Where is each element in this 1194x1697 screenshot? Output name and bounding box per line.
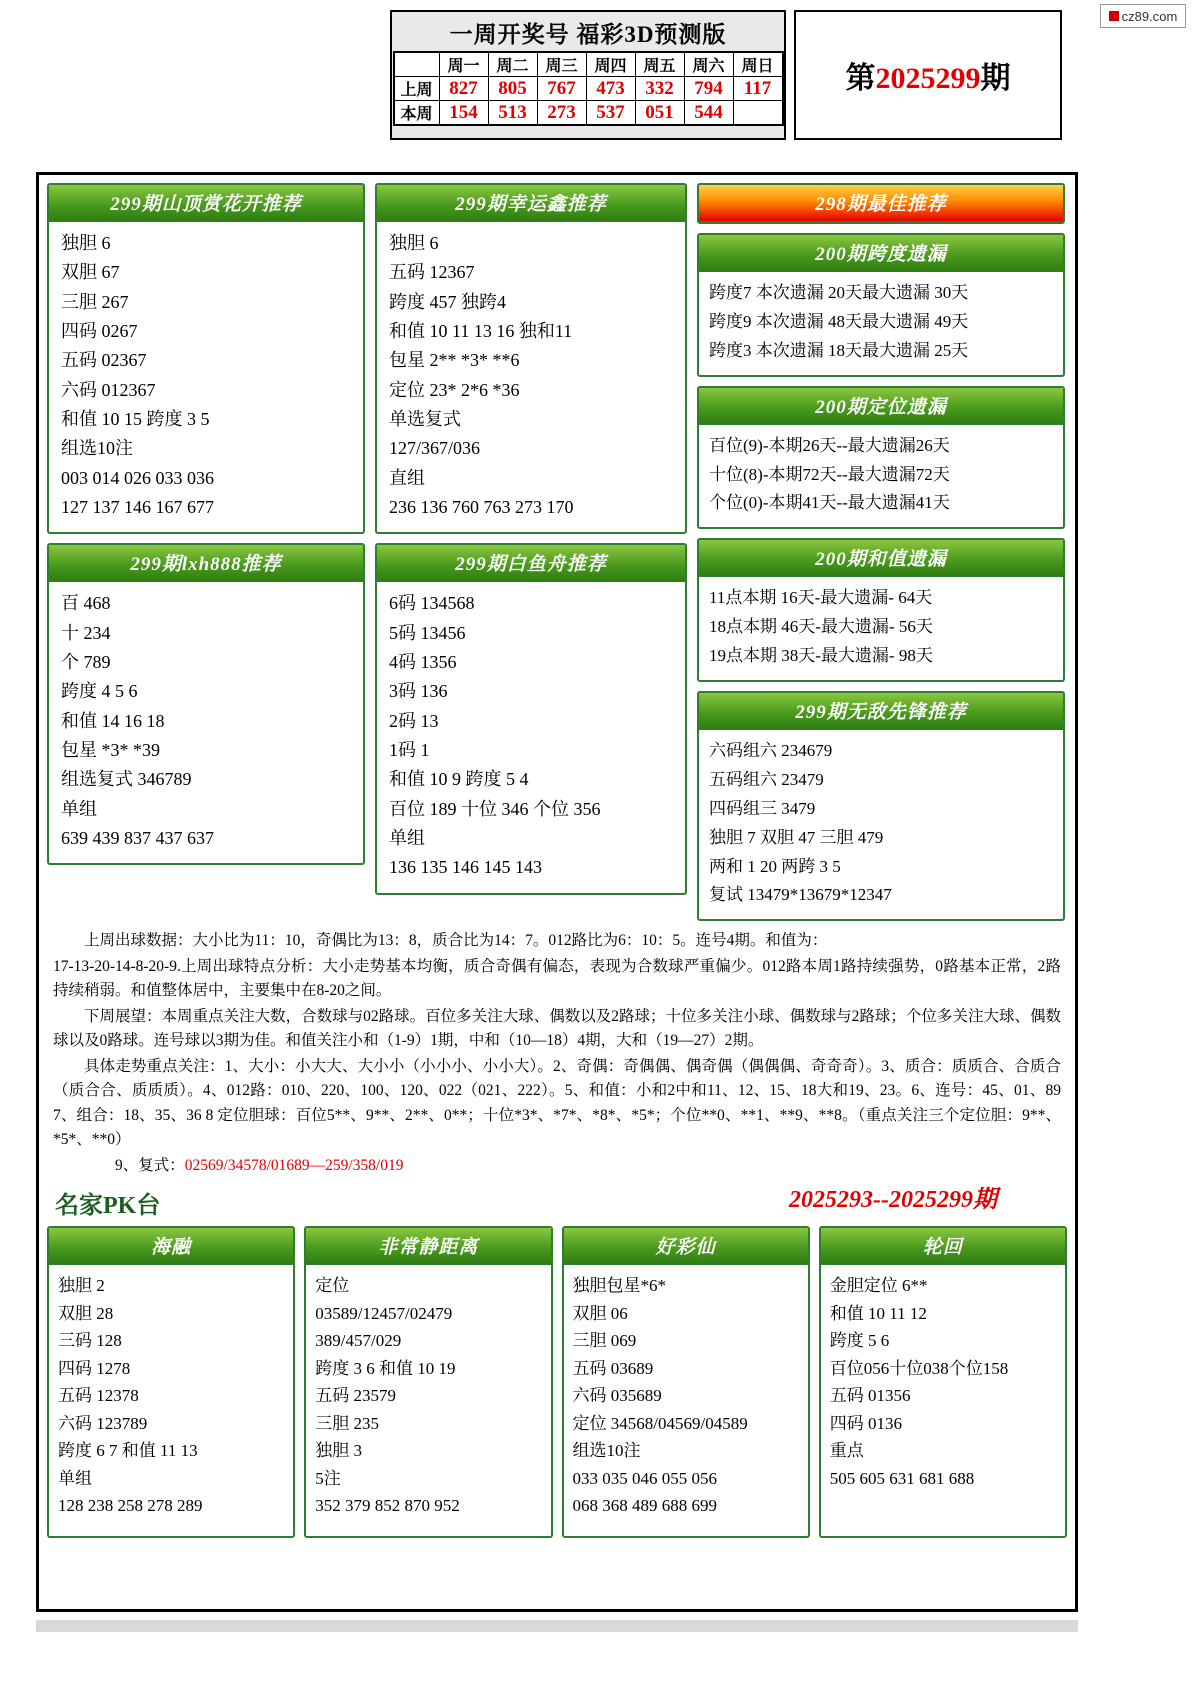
list-item: 三码 128 [58,1331,122,1351]
list-item: 金胆定位 6** [829,1276,928,1296]
weekday-wed: 周三 [537,52,586,77]
panel-lxh888-title: 299期lxh888推荐 [49,545,363,582]
list-item: 组选10注 [572,1441,641,1461]
table-row [394,101,783,126]
analysis-paragraph: 具体走势重点关注：1、大小：小大大、大小小（小小小、小小大）。2、奇偶：奇偶偶、偶奇偶（偶偶偶、奇奇奇）。3、质合：质质合、合质合（质合合、质质质）。4、012路：010、220、100、120、022（021、222）。5、和值：小和2中和11、12、15、18大和19、23。6、连号：45、01、89 7、组合：18、35、36 8 定位胆球：百位5**、9**、2**、0**；十位*3*、*7*、*8*、*5*；个位**0、**1、**9、**8。（重点关注三个定位胆：9**、*5*、**0） [53,1057,1061,1149]
list-item: 双胆 28 [58,1303,114,1323]
list-item: 个 789 [61,651,111,672]
list-item: 个位(0)-本期41天--最大遗漏41天 [709,493,950,513]
row-label-lastweek: 上周 [394,77,440,101]
list-item: 352 379 852 870 952 [315,1496,460,1516]
panel-hezhi-yilou-title: 200期和值遗漏 [699,540,1063,577]
panel-dingwei-yilou-body [699,425,1063,528]
list-item: 五码 03689 [572,1358,654,1378]
list-item: 百位 189 十位 346 个位 356 [389,798,601,819]
list-item: 独胆 2 [58,1276,105,1296]
top-header [0,0,1194,148]
list-item: 639 439 837 437 637 [61,827,214,848]
bottom-divider [36,1620,1078,1632]
column-right [697,183,1065,921]
list-item: 18点本期 46天-最大遗漏- 56天 [709,617,933,637]
list-item: 六码 123789 [58,1413,148,1433]
list-item: 和值 10 15 跨度 3 5 [61,408,210,429]
panel-kuadu-yilou-body [699,272,1063,375]
list-item: 128 238 258 278 289 [58,1496,203,1516]
list-item: 389/457/029 [315,1331,402,1351]
panel-shanding-body [49,222,363,532]
pk-panel-hairong [47,1226,295,1538]
list-item: 直组 [389,467,425,488]
list-item: 4码 1356 [389,651,457,672]
analysis-fushi-label: 9、复式： [115,1156,185,1174]
table-row [394,77,783,101]
list-item: 3码 136 [389,681,448,702]
analysis-paragraph: 上周出球数据：大小比为11：10，奇偶比为13：8，质合比为14：7。012路比为6：10：5。连号4期。和值为： [84,932,828,950]
pk-panel-lunhui-body [821,1265,1065,1536]
list-item: 五码 12367 [389,262,475,283]
list-item: 和值 10 11 13 16 独和11 [389,320,573,341]
panel-baiyuzhou-body [377,582,685,892]
list-item: 六码 035689 [572,1386,662,1406]
analysis-paragraph: 下周展望：本周重点关注大数，合数球与02路球。百位多关注大球、偶数以及2路球；十位多关注小球、偶数球与2路球；个位多关注大球、偶数球以及0路球。连号球以3期为佳。和值关注小和（1-9）1期，中和（10—18）4期，大和（19—27）2期。 [53,1007,1061,1050]
list-item: 四码 0136 [829,1413,902,1433]
panel-shanding [47,183,365,534]
list-item: 2码 13 [389,710,439,731]
panel-lxh888 [47,543,365,865]
column-middle [375,183,687,895]
thisweek-sun [733,101,783,126]
lastweek-sun: 117 [733,77,783,101]
list-item: 和值 14 16 18 [61,710,165,731]
weekday-sun: 周日 [733,52,783,77]
thisweek-wed: 273 [537,101,586,126]
weekly-draw-box [390,10,786,140]
list-item: 五码 23579 [315,1386,396,1406]
panel-shanding-title: 299期山顶赏花开推荐 [49,185,363,222]
list-item: 和值 10 9 跨度 5 4 [389,769,529,790]
list-item: 5码 13456 [389,622,466,643]
list-item: 单组 [58,1468,92,1488]
list-item: 03589/12457/02479 [315,1303,453,1323]
analysis-fushi-value: 02569/34578/01689—259/358/019 [184,1156,404,1174]
issue-suffix: 期 [980,62,1011,95]
list-item: 单选复式 [389,408,461,429]
thisweek-thu: 537 [586,101,635,126]
column-left [47,183,365,865]
pk-panel-hairong-body [49,1265,293,1536]
analysis-paragraph: 17-13-20-14-8-20-9.上周出球特点分析：大小走势基本均衡，质合奇偶有偏态，表现为合数球严重偏少。012路本周1路持续强势，0路基本正常，2路持续稍弱。和值整体居中，主要集中在8-20之间。 [53,957,1061,1000]
list-item: 五码组六 23479 [709,769,824,789]
analysis-fushi-line [53,1154,1061,1178]
panel-wudi [697,691,1065,921]
thisweek-mon: 154 [439,101,488,126]
panel-kuadu-yilou [697,233,1065,377]
list-item: 百位(9)-本期26天--最大遗漏26天 [709,435,950,455]
list-item: 百位056十位038个位158 [829,1358,1009,1378]
lastweek-thu: 473 [586,77,635,101]
panel-columns [47,183,1067,921]
pk-panel-feichangjingjuli-title: 非常静距离 [306,1228,550,1265]
thisweek-sat: 544 [684,101,733,126]
panel-xingyunxin-body [377,222,685,532]
list-item: 双胆 06 [572,1303,628,1323]
weekday-thu: 周四 [586,52,635,77]
lastweek-wed: 767 [537,77,586,101]
list-item: 包星 *3* *39 [61,739,160,760]
list-item: 四码 0267 [61,320,138,341]
pk-panel-hairong-title: 海融 [49,1228,293,1265]
list-item: 百 468 [61,593,111,614]
list-item: 11点本期 16天-最大遗漏- 64天 [709,588,933,608]
weekday-mon: 周一 [439,52,488,77]
list-item: 十 234 [61,622,111,643]
list-item: 跨度7 本次遗漏 20天最大遗漏 30天 [709,283,969,302]
panel-kuadu-yilou-title: 200期跨度遗漏 [699,235,1063,272]
panel-hezhi-yilou [697,538,1065,682]
logo-square-icon [1109,11,1119,21]
thisweek-tue: 513 [488,101,537,126]
pk-issue-range: 2025293--2025299期 [789,1187,997,1214]
pk-panel-haocaixian-title: 好彩仙 [564,1228,808,1265]
pk-panel-haocaixian-body [564,1265,808,1536]
list-item: 定位 34568/04569/04589 [572,1413,748,1433]
pk-panel-lunhui-title: 轮回 [821,1228,1065,1265]
pk-header [47,1179,1067,1222]
list-item: 跨度 6 7 和值 11 13 [58,1441,198,1461]
panel-baiyuzhou-title: 299期白鱼舟推荐 [377,545,685,582]
list-item: 单组 [61,798,97,819]
panel-dingwei-yilou [697,386,1065,530]
list-item: 跨度3 本次遗漏 18天最大遗漏 25天 [709,340,969,360]
list-item: 双胆 67 [61,262,120,283]
list-item: 003 014 026 033 036 [61,467,214,488]
thisweek-fri: 051 [635,101,684,126]
list-item: 136 135 146 145 143 [389,857,542,878]
panel-wudi-body [699,730,1063,919]
list-item: 127/367/036 [389,438,481,459]
list-item: 跨度 3 6 和值 10 19 [315,1358,456,1378]
list-item: 033 035 046 055 056 [572,1468,717,1488]
list-item: 组选10注 [61,438,133,459]
list-item: 十位(8)-本期72天--最大遗漏72天 [709,464,950,484]
list-item: 定位 [315,1276,350,1296]
pk-panel-lunhui [819,1226,1067,1538]
panel-hezhi-yilou-body [699,577,1063,680]
list-item: 单组 [389,827,425,848]
list-item: 五码 02367 [61,350,147,371]
list-item: 127 137 146 167 677 [61,496,214,517]
lastweek-fri: 332 [635,77,684,101]
pk-title: 名家PK台 [55,1193,161,1220]
list-item: 1码 1 [389,739,430,760]
list-item: 六码 012367 [61,379,156,400]
list-item: 068 368 489 688 699 [572,1496,717,1516]
analysis-text [47,929,1067,1178]
list-item: 跨度9 本次遗漏 48天最大遗漏 49天 [709,311,969,331]
list-item: 五码 12378 [58,1386,139,1406]
lastweek-sat: 794 [684,77,733,101]
list-item: 独胆 6 [61,233,111,253]
list-item: 四码 1278 [58,1358,131,1378]
list-item: 505 605 631 681 688 [829,1468,975,1488]
lastweek-tue: 805 [488,77,537,101]
list-item: 19点本期 38天-最大遗漏- 98天 [709,646,933,666]
list-item: 三胆 267 [61,291,129,312]
panel-xingyunxin [375,183,687,534]
issue-number-box [794,10,1062,140]
list-item: 三胆 235 [315,1413,379,1433]
pk-panel-feichangjingjuli [304,1226,552,1538]
list-item: 定位 23* 2*6 *36 [389,379,520,400]
pk-panel-feichangjingjuli-body [306,1265,550,1536]
panel-wudi-title: 299期无敌先锋推荐 [699,693,1063,730]
list-item: 包星 2** *3* **6 [389,350,520,371]
list-item: 重点 [829,1441,864,1461]
corner-cell [394,52,440,77]
issue-number-text [846,53,1011,97]
site-logo [1100,4,1186,28]
list-item: 组选复式 346789 [61,769,192,790]
panel-xingyunxin-title: 299期幸运鑫推荐 [377,185,685,222]
logo-text: cz89.com [1121,8,1178,24]
list-item: 跨度 457 独跨4 [389,291,506,312]
weekly-draw-title: 一周开奖号 福彩3D预测版 [449,22,727,47]
list-item: 四码组三 3479 [709,798,816,818]
issue-prefix: 第 [845,62,876,95]
list-item: 独胆包星*6* [572,1276,666,1296]
pk-columns [47,1226,1067,1538]
table-header-row [394,52,783,77]
list-item: 两和 1 20 两跨 3 5 [709,856,841,876]
list-item: 三胆 069 [572,1331,637,1351]
list-item: 独胆 6 [389,233,439,253]
list-item: 跨度 5 6 [829,1331,890,1351]
weekday-sat: 周六 [684,52,733,77]
list-item: 跨度 4 5 6 [61,681,138,702]
weekday-fri: 周五 [635,52,684,77]
list-item: 独胆 3 [315,1441,362,1461]
weekly-draw-table [393,51,784,126]
main-content-frame [36,172,1078,1612]
panel-lxh888-body [49,582,363,863]
panel-dingwei-yilou-title: 200期定位遗漏 [699,388,1063,425]
list-item: 5注 [315,1468,341,1488]
list-item: 复试 13479*13679*12347 [709,885,892,905]
list-item: 236 136 760 763 273 170 [389,496,574,517]
list-item: 独胆 7 双胆 47 三胆 479 [709,827,884,847]
list-item: 和值 10 11 12 [829,1303,927,1323]
list-item: 五码 01356 [829,1386,911,1406]
panel-best [697,183,1065,224]
lastweek-mon: 827 [439,77,488,101]
weekday-tue: 周二 [488,52,537,77]
list-item: 六码组六 234679 [709,741,833,761]
panel-baiyuzhou [375,543,687,894]
row-label-thisweek: 本周 [394,101,440,126]
panel-best-title: 298期最佳推荐 [699,185,1063,222]
pk-panel-haocaixian [562,1226,810,1538]
list-item: 6码 134568 [389,593,475,614]
issue-number: 2025299 [875,62,981,95]
